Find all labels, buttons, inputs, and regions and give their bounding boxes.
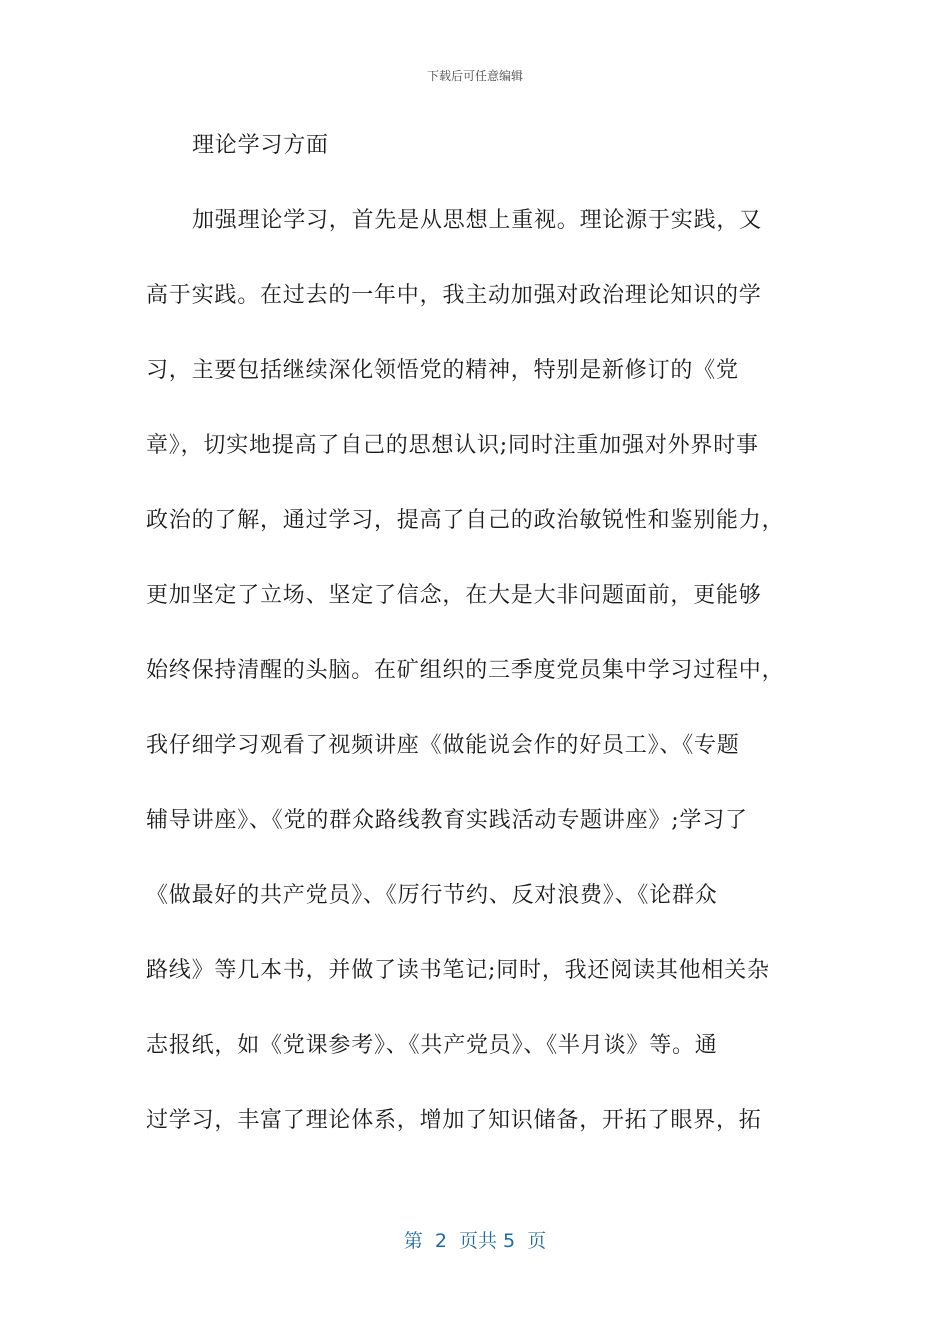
document-body <box>146 127 806 1177</box>
paragraph-line: 始终保持清醒的头脑。在矿组织的三季度党员集中学习过程中， <box>146 658 785 683</box>
paragraph-line: 加强理论学习，首先是从思想上重视。理论源于实践，又 <box>192 208 763 233</box>
paragraph-line: 习，主要包括继续深化领悟党的精神，特别是新修订的《党 <box>146 358 739 383</box>
paragraph-line: 路线》等几本书，并做了读书笔记;同时，我还阅读其他相关杂 <box>146 958 770 983</box>
paragraph-line: 高于实践。在过去的一年中，我主动加强对政治理论知识的学 <box>146 283 762 308</box>
paragraph-line: 《做最好的共产党员》、《厉行节约、反对浪费》、《论群众 <box>146 883 718 908</box>
page-number-footer: 第 2 页共 5 页 <box>403 1230 547 1252</box>
paragraph-line: 更加坚定了立场、坚定了信念，在大是大非问题面前，更能够 <box>146 583 762 608</box>
paragraph-line: 章》，切实地提高了自己的思想认识;同时注重加强对外界时事 <box>146 433 759 458</box>
page-header: 下载后可任意编辑 <box>426 69 523 83</box>
paragraph-line: 辅导讲座》、《党的群众路线教育实践活动专题讲座》;学习了 <box>146 808 748 833</box>
paragraph-line: 过学习，丰富了理论体系，增加了知识储备，开拓了眼界，拓 <box>146 1108 762 1133</box>
paragraph-line: 志报纸，如《党课参考》、《共产党员》、《半月谈》等。通 <box>146 1033 718 1058</box>
paragraph-line: 政治的了解，通过学习，提高了自己的政治敏锐性和鉴别能力， <box>146 508 785 533</box>
section-heading: 理论学习方面 <box>192 133 329 158</box>
paragraph-line: 我仔细学习观看了视频讲座《做能说会作的好员工》、《专题 <box>146 733 740 758</box>
